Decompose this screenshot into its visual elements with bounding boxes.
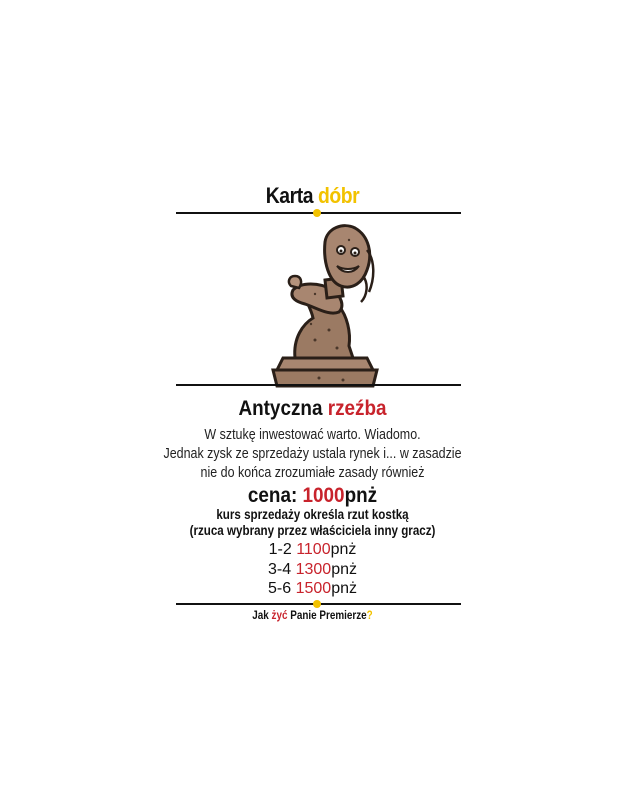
dice-roll-range: 5-6	[268, 580, 296, 597]
description-line: W sztukę inwestować warto. Wiadomo.	[204, 427, 421, 443]
sculpture-illustration	[255, 220, 395, 388]
sell-rate-value: 1500	[295, 580, 332, 597]
sell-rate-list	[0, 540, 625, 599]
card-title-word: Antyczna	[238, 397, 328, 420]
price-label: cena:	[247, 484, 303, 507]
footer-word: Jak	[252, 610, 272, 622]
dice-roll-range: 1-2	[268, 541, 297, 558]
sell-rate-value: 1100	[296, 541, 331, 558]
sell-rate-unit: pnż	[331, 560, 357, 578]
price-unit: pnż	[344, 484, 378, 507]
card-category-word: Karta	[265, 183, 318, 208]
sale-rule	[44, 507, 582, 539]
card-description	[44, 426, 582, 483]
price-value: 1000	[302, 484, 345, 507]
footer-accent: żyć	[271, 610, 288, 622]
footer-word: Panie Premierze	[287, 610, 367, 622]
top-divider-dot	[313, 209, 321, 217]
bottom-divider-dot	[313, 600, 321, 608]
card-title-accent: rzeźba	[327, 397, 387, 420]
sell-rate-unit: pnż	[330, 541, 357, 558]
sale-rule-line: kurs sprzedaży określa rzut kostką	[216, 507, 409, 522]
description-line: Jednak zysk ze sprzedaży ustala rynek i... w zasadzie	[163, 446, 462, 462]
card-category-accent: dóbr	[317, 183, 360, 208]
card-price	[31, 484, 594, 508]
sell-rate-row	[0, 540, 625, 560]
sell-rate-row	[0, 560, 625, 580]
card-category-title	[38, 183, 588, 209]
card-title	[31, 397, 594, 421]
sell-rate-unit: pnż	[331, 580, 357, 597]
footer-question-mark: ?	[366, 610, 373, 622]
sell-rate-row	[0, 579, 625, 599]
dice-roll-range: 3-4	[268, 560, 296, 578]
middle-divider	[176, 384, 461, 386]
game-title-footer	[44, 610, 582, 622]
sell-rate-value: 1300	[295, 560, 332, 578]
sale-rule-line: (rzuca wybrany przez właściciela inny gracz)	[189, 523, 436, 538]
description-line: nie do końca zrozumiałe zasady również	[200, 465, 425, 481]
